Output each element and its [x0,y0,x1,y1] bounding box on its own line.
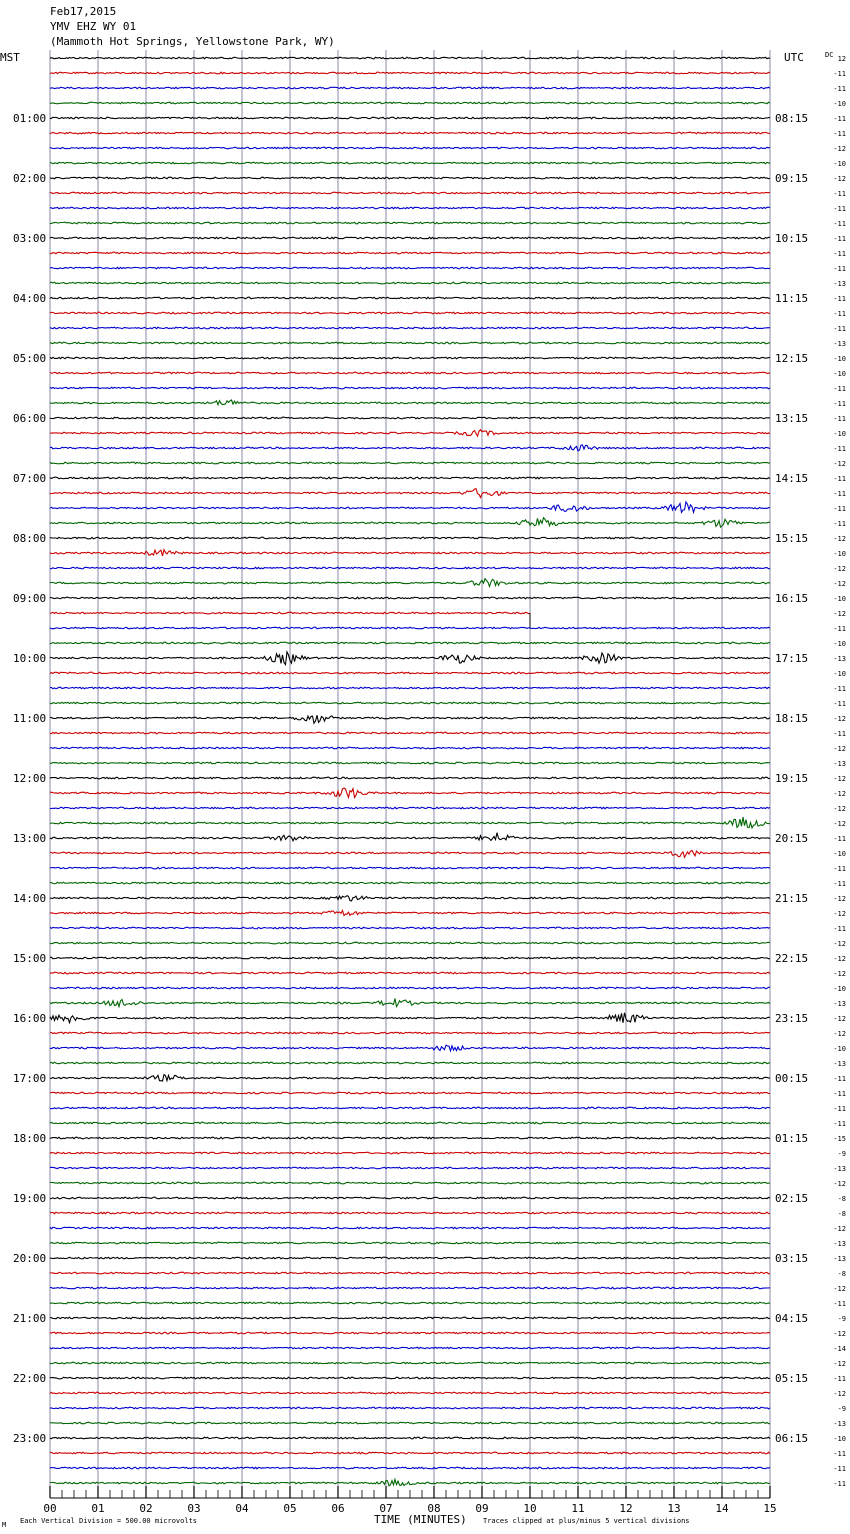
trace-64 [50,1013,770,1023]
trace-46 [50,747,770,749]
dc-offset-value: -10 [833,355,846,363]
dc-offset-value: -12 [833,1180,846,1188]
dc-offset-value: -9 [837,1150,846,1158]
dc-offset-value: -13 [833,280,846,288]
trace-25 [50,430,770,437]
trace-38 [50,627,770,629]
mst-label: 22:00 [13,1372,47,1385]
mst-label: 12:00 [13,772,47,785]
x-tick-label: 08 [427,1502,441,1515]
trace-30 [50,502,770,512]
dc-offset-value: -11 [833,190,846,198]
trace-79 [50,1242,770,1244]
trace-52 [50,833,770,841]
utc-label: 06:15 [775,1432,809,1445]
trace-57 [50,911,770,916]
x-tick-label: 14 [715,1502,729,1515]
mst-label: 23:00 [13,1432,47,1445]
dc-offset-value: -8 [837,1195,846,1203]
mst-label: 06:00 [13,412,47,425]
x-tick-label: 01 [91,1502,105,1515]
trace-63 [50,999,770,1007]
x-tick-label: 03 [187,1502,201,1515]
trace-54 [50,867,770,869]
trace-81 [50,1272,770,1274]
dc-offset-value: -11 [833,1090,846,1098]
dc-offset-value: -13 [833,1060,846,1068]
dc-offset-value: -9 [837,1315,846,1323]
trace-35 [50,579,770,587]
dc-offset-value: -12 [833,940,846,948]
mst-label: 09:00 [13,592,47,605]
utc-label: 00:15 [775,1072,809,1085]
utc-label: 08:15 [775,112,809,125]
mst-label: 14:00 [13,892,47,905]
trace-31 [50,518,770,527]
trace-45 [50,732,770,734]
dc-offset-value: -12 [833,1015,846,1023]
mst-label: 15:00 [13,952,47,965]
trace-67 [50,1062,770,1064]
dc-offset-value: -12 [833,970,846,978]
dc-offset-value: -11 [833,400,846,408]
trace-94 [50,1467,770,1469]
trace-68 [50,1075,770,1082]
x-tick-label: 12 [619,1502,633,1515]
trace-72 [50,1137,770,1139]
dc-offset-value: -11 [833,685,846,693]
trace-66 [50,1045,770,1051]
trace-55 [50,882,770,884]
chart-date: Feb17,2015 [50,5,117,18]
trace-29 [50,489,770,498]
trace-71 [50,1122,770,1124]
trace-62 [50,987,770,989]
dc-offset-value: -10 [833,160,846,168]
dc-offset-value: -11 [833,250,846,258]
dc-offset-value: -11 [833,700,846,708]
dc-offset-value: -11 [833,310,846,318]
trace-69 [50,1092,770,1094]
trace-15 [50,282,770,284]
trace-20 [50,357,770,359]
footer-scale-note: Each Vertical Division = 500.00 microvolts [20,1517,198,1525]
trace-33 [50,550,770,556]
dc-offset-value: -10 [833,985,846,993]
dc-offset-value: -11 [833,235,846,243]
dc-offset-value: -12 [833,955,846,963]
trace-49 [50,788,770,798]
dc-offset-value: -13 [833,760,846,768]
dc-offset-value: -12 [833,895,846,903]
trace-65 [50,1032,770,1034]
mst-label: 13:00 [13,832,47,845]
trace-2 [50,87,770,89]
mst-label: 04:00 [13,292,47,305]
utc-label: 12:15 [775,352,809,365]
trace-7 [50,162,770,164]
trace-61 [50,972,770,974]
dc-offset-value: -13 [833,1165,846,1173]
x-tick-label: 09 [475,1502,489,1515]
trace-75 [50,1182,770,1184]
trace-21 [50,372,770,374]
dc-offset-value: -12 [833,745,846,753]
trace-32 [50,537,770,539]
dc-offset-value: -11 [833,880,846,888]
trace-19 [50,342,770,344]
utc-label: 05:15 [775,1372,809,1385]
dc-offset-value: -13 [833,1420,846,1428]
x-tick-label: 02 [139,1502,153,1515]
dc-offset-value: -11 [833,1450,846,1458]
trace-24 [50,417,770,419]
trace-50 [50,807,770,809]
dc-offset-value: -10 [833,550,846,558]
left-timezone-label: MST [0,51,20,64]
dc-offset-value: -12 [833,1390,846,1398]
dc-offset-value: -12 [833,145,846,153]
utc-label: 20:15 [775,832,809,845]
dc-offset-value: -12 [833,1030,846,1038]
seismic-traces [50,57,770,1486]
dc-offset-value: -10 [833,1045,846,1053]
dc-offset-value: -11 [833,115,846,123]
trace-23 [50,400,770,405]
trace-5 [50,132,770,134]
trace-84 [50,1317,770,1319]
time-axis [43,1486,776,1515]
dc-offset-value: -13 [833,1000,846,1008]
dc-offset-value: -11 [833,475,846,483]
x-tick-label: 13 [667,1502,681,1515]
utc-label: 10:15 [775,232,809,245]
dc-offset-value: -12 [833,775,846,783]
trace-47 [50,762,770,764]
utc-label: 13:15 [775,412,809,425]
trace-58 [50,927,770,929]
dc-offset-value: -13 [833,655,846,663]
trace-34 [50,567,770,569]
trace-13 [50,252,770,254]
trace-44 [50,715,770,723]
dc-offset-value: -12 [833,805,846,813]
trace-82 [50,1287,770,1289]
trace-88 [50,1377,770,1379]
footer-corner-mark: M [2,1521,7,1529]
dc-offset-value: -11 [833,265,846,273]
mst-label: 19:00 [13,1192,47,1205]
trace-60 [50,957,770,959]
mst-hour-labels [13,112,46,1445]
dc-offset-value: -11 [833,445,846,453]
utc-label: 16:15 [775,592,809,605]
dc-offset-value: -14 [833,1345,846,1353]
dc-offset-value: -13 [833,1255,846,1263]
utc-hour-labels [775,112,808,1445]
utc-label: 18:15 [775,712,809,725]
dc-offset-value: -12 [833,460,846,468]
dc-offset-value: -12 [833,1330,846,1338]
trace-73 [50,1152,770,1154]
dc-offset-value: -12 [833,565,846,573]
dc-offset-value: -10 [833,1435,846,1443]
mst-label: 20:00 [13,1252,47,1265]
dc-offset-value: -10 [833,100,846,108]
trace-10 [50,207,770,209]
trace-6 [50,147,770,149]
utc-label: 19:15 [775,772,809,785]
dc-offset-value: -11 [833,1465,846,1473]
dc-offset-value: -11 [833,85,846,93]
trace-14 [50,267,770,269]
mst-label: 21:00 [13,1312,47,1325]
trace-3 [50,102,770,104]
station-name: YMV EHZ WY 01 [50,20,137,33]
trace-78 [50,1227,770,1229]
mst-label: 01:00 [13,112,47,125]
trace-74 [50,1167,770,1169]
trace-53 [50,851,770,858]
trace-4 [50,117,770,119]
dc-offset-value: -11 [833,1075,846,1083]
dc-offset-value: -10 [833,670,846,678]
mst-label: 18:00 [13,1132,47,1145]
trace-40 [50,652,770,665]
trace-59 [50,942,770,944]
trace-12 [50,237,770,239]
dc-offset-value: -12 [833,820,846,828]
dc-offset-value: -15 [833,1135,846,1143]
dc-offset-value: -11 [833,70,846,78]
trace-85 [50,1332,770,1334]
utc-label: 03:15 [775,1252,809,1265]
dc-offset-value: -10 [833,595,846,603]
x-axis-title: TIME (MINUTES) [374,1513,467,1526]
trace-16 [50,297,770,299]
trace-77 [50,1212,770,1214]
dc-offset-value: -11 [833,1300,846,1308]
x-tick-label: 05 [283,1502,297,1515]
utc-label: 23:15 [775,1012,809,1025]
utc-label: 09:15 [775,172,809,185]
trace-22 [50,387,770,389]
trace-11 [50,222,770,224]
trace-39 [50,642,770,644]
dc-offset-value: -11 [833,505,846,513]
dc-offset-value: -11 [833,730,846,738]
trace-28 [50,477,770,479]
mst-label: 05:00 [13,352,47,365]
station-location: (Mammoth Hot Springs, Yellowstone Park, WY) [50,35,335,48]
dc-offset-label: DC [825,51,834,59]
mst-label: 03:00 [13,232,47,245]
x-tick-label: 10 [523,1502,537,1515]
trace-92 [50,1437,770,1439]
dc-offset-value: -12 [833,715,846,723]
right-timezone-label: UTC [784,51,804,64]
mst-label: 10:00 [13,652,47,665]
trace-83 [50,1302,770,1304]
trace-27 [50,462,770,464]
mst-label: 02:00 [13,172,47,185]
trace-41 [50,672,770,674]
dc-offset-value: -11 [833,490,846,498]
footer-clip-note: Traces clipped at plus/minus 5 vertical divisions [483,1517,690,1525]
trace-70 [50,1107,770,1109]
dc-offset-value: -13 [833,340,846,348]
utc-label: 17:15 [775,652,809,665]
trace-90 [50,1407,770,1409]
dc-offset-value: 12 [837,55,846,63]
dc-offset-value: -11 [833,220,846,228]
dc-offset-value: -11 [833,295,846,303]
dc-offset-value: -10 [833,430,846,438]
dc-offset-value: -11 [833,925,846,933]
dc-offset-value: -12 [833,790,846,798]
trace-56 [50,896,770,901]
dc-offset-value: -11 [833,520,846,528]
utc-label: 15:15 [775,532,809,545]
trace-86 [50,1347,770,1349]
trace-43 [50,702,770,704]
dc-offset-value: -9 [837,1405,846,1413]
dc-offset-value: -13 [833,1240,846,1248]
utc-label: 11:15 [775,292,809,305]
dc-offset-values [833,55,846,1488]
dc-offset-value: -12 [833,580,846,588]
dc-offset-value: -11 [833,130,846,138]
dc-offset-value: -12 [833,535,846,543]
utc-label: 22:15 [775,952,809,965]
dc-offset-value: -12 [833,1285,846,1293]
trace-51 [50,817,770,828]
dc-offset-value: -11 [833,1480,846,1488]
trace-93 [50,1452,770,1454]
dc-offset-value: -8 [837,1270,846,1278]
trace-18 [50,327,770,329]
trace-48 [50,777,770,779]
trace-36 [50,597,770,599]
trace-76 [50,1197,770,1199]
dc-offset-value: -11 [833,865,846,873]
x-tick-label: 11 [571,1502,585,1515]
trace-91 [50,1422,770,1424]
dc-offset-value: -11 [833,385,846,393]
trace-26 [50,445,770,451]
utc-label: 21:15 [775,892,809,905]
dc-offset-value: -10 [833,640,846,648]
utc-label: 02:15 [775,1192,809,1205]
trace-0 [50,57,770,59]
x-tick-label: 15 [763,1502,777,1515]
trace-87 [50,1362,770,1364]
utc-label: 01:15 [775,1132,809,1145]
dc-offset-value: -12 [833,1225,846,1233]
mst-label: 08:00 [13,532,47,545]
utc-label: 04:15 [775,1312,809,1325]
dc-offset-value: -10 [833,370,846,378]
mst-label: 17:00 [13,1072,47,1085]
dc-offset-value: -11 [833,1375,846,1383]
dc-offset-value: -8 [837,1210,846,1218]
x-tick-label: 00 [43,1502,57,1515]
trace-9 [50,192,770,194]
dc-offset-value: -11 [833,325,846,333]
dc-offset-value: -12 [833,910,846,918]
trace-89 [50,1392,770,1394]
trace-42 [50,687,770,689]
dc-offset-value: -10 [833,850,846,858]
dc-offset-value: -11 [833,415,846,423]
trace-8 [50,177,770,179]
dc-offset-value: -12 [833,610,846,618]
trace-17 [50,312,770,314]
dc-offset-value: -11 [833,205,846,213]
dc-offset-value: -11 [833,835,846,843]
x-tick-label: 04 [235,1502,249,1515]
x-tick-label: 07 [379,1502,393,1515]
dc-offset-value: -11 [833,1120,846,1128]
mst-label: 07:00 [13,472,47,485]
x-tick-label: 06 [331,1502,345,1515]
dc-offset-value: -12 [833,1360,846,1368]
dc-offset-value: -11 [833,1105,846,1113]
mst-label: 11:00 [13,712,47,725]
dc-offset-value: -12 [833,175,846,183]
trace-1 [50,72,770,74]
dc-offset-value: -11 [833,625,846,633]
trace-95 [50,1479,770,1486]
utc-label: 14:15 [775,472,809,485]
mst-label: 16:00 [13,1012,47,1025]
trace-80 [50,1257,770,1259]
